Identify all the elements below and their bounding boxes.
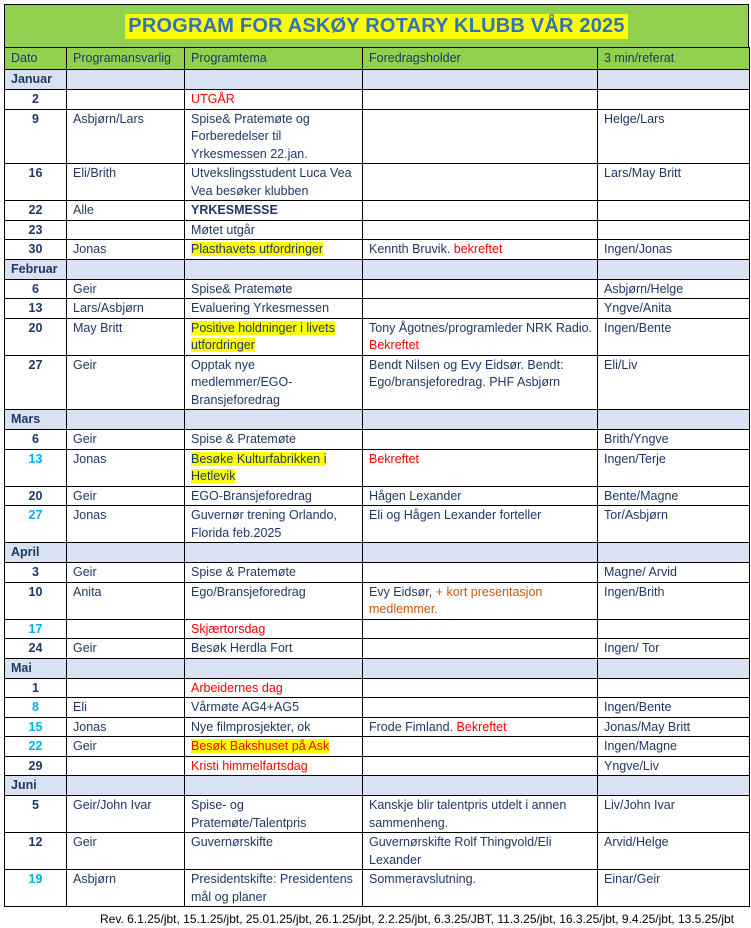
referat-cell: Ingen/ Tor bbox=[598, 639, 750, 659]
referat-cell: Einar/Geir bbox=[598, 870, 750, 907]
month-label: Mars bbox=[5, 410, 67, 430]
speaker-cell bbox=[363, 639, 598, 659]
responsible-cell: Geir bbox=[67, 737, 185, 757]
responsible-cell: Geir bbox=[67, 639, 185, 659]
speaker-cell bbox=[363, 299, 598, 319]
theme-cell bbox=[185, 318, 363, 355]
date-cell: 13 bbox=[5, 299, 67, 319]
month-row-april bbox=[5, 543, 750, 563]
program-table bbox=[4, 47, 750, 907]
responsible-cell: Asbjørn bbox=[67, 870, 185, 907]
speaker-cell bbox=[363, 619, 598, 639]
referat-cell: Jonas/May Britt bbox=[598, 717, 750, 737]
header-referat: 3 min/referat bbox=[598, 48, 750, 70]
month-row-februar bbox=[5, 259, 750, 279]
date-cell: 9 bbox=[5, 109, 67, 164]
speaker-cell bbox=[363, 678, 598, 698]
table-row bbox=[5, 717, 750, 737]
responsible-cell: Geir bbox=[67, 486, 185, 506]
theme-cell: Guvernørskifte bbox=[185, 833, 363, 870]
table-row bbox=[5, 619, 750, 639]
responsible-cell: Geir bbox=[67, 355, 185, 410]
month-label: April bbox=[5, 543, 67, 563]
theme-cell: Spise & Pratemøte bbox=[185, 430, 363, 450]
referat-cell: Ingen/Terje bbox=[598, 449, 750, 486]
date-cell: 20 bbox=[5, 318, 67, 355]
table-row bbox=[5, 220, 750, 240]
date-cell: 22 bbox=[5, 201, 67, 221]
speaker-name: Tony Ågotnes/programleder NRK Radio. bbox=[369, 320, 593, 335]
responsible-cell: Eli bbox=[67, 698, 185, 718]
date-cell: 22 bbox=[5, 737, 67, 757]
theme-cell: YRKESMESSE bbox=[185, 201, 363, 221]
referat-cell: Eli/Liv bbox=[598, 355, 750, 410]
theme-cell bbox=[185, 737, 363, 757]
speaker-cell bbox=[363, 201, 598, 221]
revision-footer: Rev. 6.1.25/jbt, 15.1.25/jbt, 25.01.25/jbt, 26.1.25/jbt, 2.2.25/jbt, 6.3.25/JBT, 11.3.25/jbt, 16.3.25/jbt, 9.4.25/jbt, 13.5.25/jbt bbox=[100, 912, 734, 926]
speaker-name: Evy Eidsør, bbox=[369, 584, 433, 599]
month-label: Mai bbox=[5, 658, 67, 678]
speaker-name: Kennth Bruvik. bbox=[369, 242, 451, 256]
referat-cell: Arvid/Helge bbox=[598, 833, 750, 870]
referat-cell: Magne/ Arvid bbox=[598, 563, 750, 583]
responsible-cell bbox=[67, 756, 185, 776]
theme-cell: Besøk Herdla Fort bbox=[185, 639, 363, 659]
date-cell: 19 bbox=[5, 870, 67, 907]
speaker-cell bbox=[363, 563, 598, 583]
table-row bbox=[5, 164, 750, 201]
speaker-cell bbox=[363, 318, 598, 355]
date-cell: 27 bbox=[5, 506, 67, 543]
highlighted-theme: Plasthavets utfordringer bbox=[191, 242, 324, 256]
theme-cell bbox=[185, 240, 363, 260]
theme-cell bbox=[185, 449, 363, 486]
referat-cell bbox=[598, 220, 750, 240]
responsible-cell: Geir bbox=[67, 563, 185, 583]
month-label: Februar bbox=[5, 259, 67, 279]
confirmed-status: Bekreftet bbox=[456, 719, 507, 734]
table-row bbox=[5, 678, 750, 698]
responsible-cell bbox=[67, 678, 185, 698]
date-cell: 3 bbox=[5, 563, 67, 583]
table-row bbox=[5, 355, 750, 410]
theme-cell: Møtet utgår bbox=[185, 220, 363, 240]
date-cell: 20 bbox=[5, 486, 67, 506]
page-title: PROGRAM FOR ASKØY ROTARY KLUBB VÅR 2025 bbox=[125, 14, 627, 39]
theme-cell: Kristi himmelfartsdag bbox=[185, 756, 363, 776]
month-row-mars bbox=[5, 410, 750, 430]
table-row bbox=[5, 201, 750, 221]
responsible-cell: Asbjørn/Lars bbox=[67, 109, 185, 164]
theme-cell: Opptak nye medlemmer/EGO-Bransjeforedrag bbox=[185, 355, 363, 410]
responsible-cell: Eli/Brith bbox=[67, 164, 185, 201]
date-cell: 24 bbox=[5, 639, 67, 659]
date-cell: 30 bbox=[5, 240, 67, 260]
table-row bbox=[5, 698, 750, 718]
referat-cell: Bente/Magne bbox=[598, 486, 750, 506]
responsible-cell: Jonas bbox=[67, 506, 185, 543]
date-cell: 17 bbox=[5, 619, 67, 639]
responsible-cell: Lars/Asbjørn bbox=[67, 299, 185, 319]
header-speaker: Foredragsholder bbox=[363, 48, 598, 70]
date-cell: 2 bbox=[5, 90, 67, 110]
month-row-mai bbox=[5, 658, 750, 678]
theme-cell: EGO-Bransjeforedrag bbox=[185, 486, 363, 506]
table-row bbox=[5, 737, 750, 757]
theme-cell: Ego/Bransjeforedrag bbox=[185, 582, 363, 619]
table-row bbox=[5, 506, 750, 543]
speaker-cell bbox=[363, 164, 598, 201]
table-row bbox=[5, 90, 750, 110]
month-label: Juni bbox=[5, 776, 67, 796]
date-cell: 13 bbox=[5, 449, 67, 486]
table-row bbox=[5, 833, 750, 870]
theme-cell: Presidentskifte: Presidentens mål og planer bbox=[185, 870, 363, 907]
theme-cell: UTGÅR bbox=[185, 90, 363, 110]
table-row bbox=[5, 486, 750, 506]
referat-cell: Helge/Lars bbox=[598, 109, 750, 164]
speaker-cell bbox=[363, 240, 598, 260]
responsible-cell bbox=[67, 619, 185, 639]
table-row bbox=[5, 582, 750, 619]
theme-cell: Spise- og Pratemøte/Talentpris bbox=[185, 796, 363, 833]
date-cell: 6 bbox=[5, 430, 67, 450]
confirmed-status: Bekreftet bbox=[369, 338, 420, 352]
speaker-cell bbox=[363, 220, 598, 240]
theme-cell: Evaluering Yrkesmessen bbox=[185, 299, 363, 319]
referat-cell: Lars/May Britt bbox=[598, 164, 750, 201]
responsible-cell: Geir/John Ivar bbox=[67, 796, 185, 833]
table-row bbox=[5, 639, 750, 659]
date-cell: 12 bbox=[5, 833, 67, 870]
speaker-cell: Bendt Nilsen og Evy Eidsør. Bendt: Ego/bransjeforedrag. PHF Asbjørn bbox=[363, 355, 598, 410]
theme-cell: Skjærtorsdag bbox=[185, 619, 363, 639]
date-cell: 10 bbox=[5, 582, 67, 619]
responsible-cell: Geir bbox=[67, 430, 185, 450]
theme-cell: Nye filmprosjekter, ok bbox=[185, 717, 363, 737]
referat-cell: Ingen/Magne bbox=[598, 737, 750, 757]
speaker-cell: Hågen Lexander bbox=[363, 486, 598, 506]
table-row bbox=[5, 109, 750, 164]
responsible-cell: Jonas bbox=[67, 240, 185, 260]
responsible-cell: Anita bbox=[67, 582, 185, 619]
table-row bbox=[5, 756, 750, 776]
date-cell: 23 bbox=[5, 220, 67, 240]
theme-cell: Utvekslingsstudent Luca Vea Vea besøker klubben bbox=[185, 164, 363, 201]
referat-cell bbox=[598, 619, 750, 639]
referat-cell: Tor/Asbjørn bbox=[598, 506, 750, 543]
speaker-cell: Sommeravslutning. bbox=[363, 870, 598, 907]
responsible-cell bbox=[67, 90, 185, 110]
program-page bbox=[4, 0, 749, 928]
responsible-cell: Geir bbox=[67, 833, 185, 870]
table-row bbox=[5, 563, 750, 583]
table-row bbox=[5, 240, 750, 260]
highlighted-theme: Positive holdninger i livets utfordringer bbox=[191, 320, 335, 352]
speaker-cell bbox=[363, 430, 598, 450]
date-cell: 6 bbox=[5, 279, 67, 299]
referat-cell: Brith/Yngve bbox=[598, 430, 750, 450]
month-label: Januar bbox=[5, 70, 67, 90]
highlighted-theme: Besøk Bakshuset på Ask bbox=[191, 739, 330, 753]
speaker-extra: + kort presentasjon medlemmer. bbox=[369, 584, 543, 616]
referat-cell: Ingen/Bente bbox=[598, 318, 750, 355]
responsible-cell: Geir bbox=[67, 279, 185, 299]
speaker-cell bbox=[363, 90, 598, 110]
speaker-cell bbox=[363, 109, 598, 164]
date-cell: 15 bbox=[5, 717, 67, 737]
responsible-cell: Alle bbox=[67, 201, 185, 221]
header-date: Dato bbox=[5, 48, 67, 70]
speaker-cell bbox=[363, 698, 598, 718]
referat-cell bbox=[598, 678, 750, 698]
header-theme: Programtema bbox=[185, 48, 363, 70]
referat-cell: Asbjørn/Helge bbox=[598, 279, 750, 299]
speaker-cell: Kanskje blir talentpris utdelt i annen sammenheng. bbox=[363, 796, 598, 833]
date-cell: 16 bbox=[5, 164, 67, 201]
theme-cell: Vårmøte AG4+AG5 bbox=[185, 698, 363, 718]
speaker-cell: Guvernørskifte Rolf Thingvold/Eli Lexander bbox=[363, 833, 598, 870]
table-row bbox=[5, 449, 750, 486]
date-cell: 8 bbox=[5, 698, 67, 718]
referat-cell: Ingen/Bente bbox=[598, 698, 750, 718]
date-cell: 29 bbox=[5, 756, 67, 776]
month-row-juni bbox=[5, 776, 750, 796]
theme-cell: Spise & Pratemøte bbox=[185, 563, 363, 583]
speaker-cell bbox=[363, 279, 598, 299]
theme-cell: Spise& Pratemøte bbox=[185, 279, 363, 299]
date-cell: 5 bbox=[5, 796, 67, 833]
table-row bbox=[5, 870, 750, 907]
theme-cell: Arbeidernes dag bbox=[185, 678, 363, 698]
table-row bbox=[5, 796, 750, 833]
speaker-name: Frode Fimland. bbox=[369, 719, 454, 734]
header-row bbox=[5, 48, 750, 70]
referat-cell: Ingen/Brith bbox=[598, 582, 750, 619]
referat-cell: Liv/John Ivar bbox=[598, 796, 750, 833]
theme-cell: Guvernør trening Orlando, Florida feb.2025 bbox=[185, 506, 363, 543]
responsible-cell bbox=[67, 220, 185, 240]
table-row bbox=[5, 318, 750, 355]
month-row-januar bbox=[5, 70, 750, 90]
speaker-cell: Bekreftet bbox=[363, 449, 598, 486]
referat-cell: Yngve/Liv bbox=[598, 756, 750, 776]
referat-cell bbox=[598, 201, 750, 221]
table-row bbox=[5, 430, 750, 450]
speaker-cell: Eli og Hågen Lexander forteller bbox=[363, 506, 598, 543]
speaker-cell bbox=[363, 582, 598, 619]
speaker-cell bbox=[363, 737, 598, 757]
speaker-cell bbox=[363, 717, 598, 737]
referat-cell: Ingen/Jonas bbox=[598, 240, 750, 260]
header-responsible: Programansvarlig bbox=[67, 48, 185, 70]
responsible-cell: Jonas bbox=[67, 449, 185, 486]
responsible-cell: May Britt bbox=[67, 318, 185, 355]
title-bar bbox=[4, 4, 749, 47]
referat-cell bbox=[598, 90, 750, 110]
confirmed-status: bekreftet bbox=[453, 242, 503, 256]
table-row bbox=[5, 279, 750, 299]
responsible-cell: Jonas bbox=[67, 717, 185, 737]
date-cell: 27 bbox=[5, 355, 67, 410]
theme-cell: Spise& Pratemøte og Forberedelser til Yrkesmessen 22.jan. bbox=[185, 109, 363, 164]
speaker-cell bbox=[363, 756, 598, 776]
date-cell: 1 bbox=[5, 678, 67, 698]
referat-cell: Yngve/Anita bbox=[598, 299, 750, 319]
highlighted-theme: Besøke Kulturfabrikken i Hetlevik bbox=[191, 451, 327, 483]
table-row bbox=[5, 299, 750, 319]
